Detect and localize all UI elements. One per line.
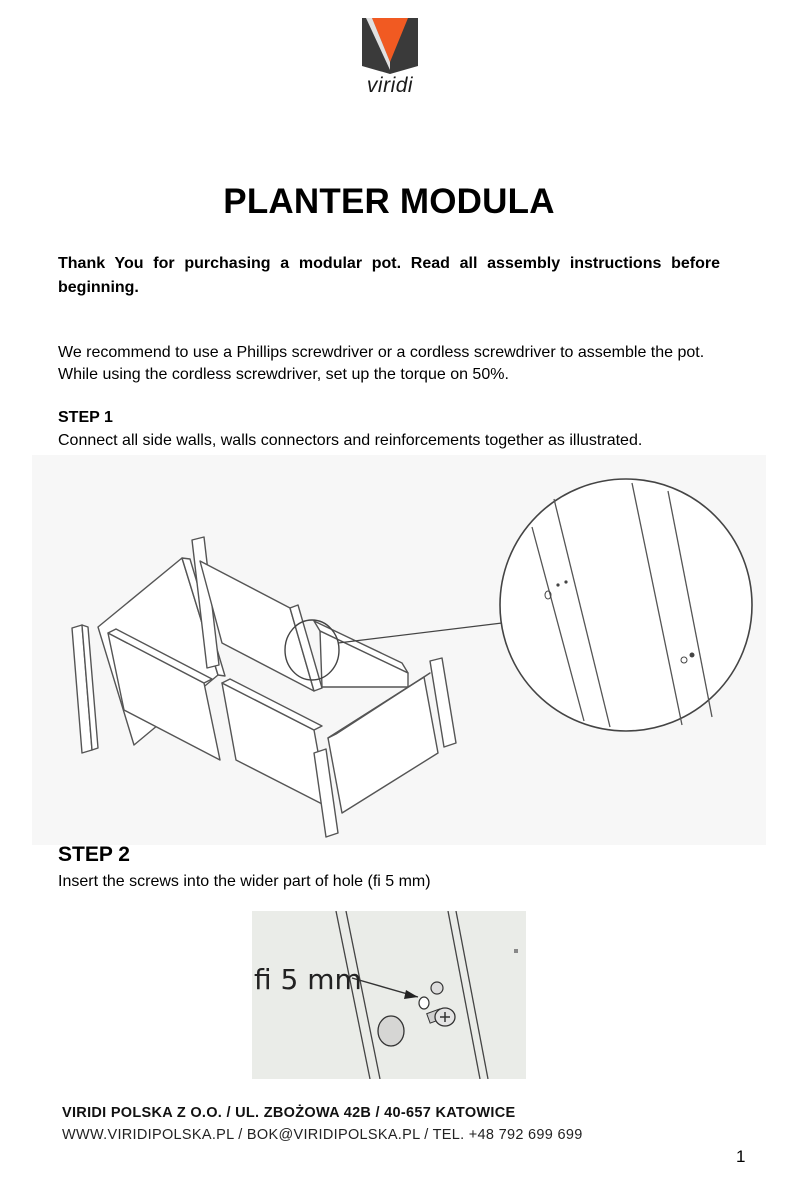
step2-screw-illustration: [252, 911, 526, 1079]
intro-paragraph: Thank You for purchasing a modular pot. Read all assembly instructions before beginning.: [58, 255, 720, 296]
footer-company: VIRIDI POLSKA Z O.O. / UL. ZBOŻOWA 42B / 40-657 KATOWICE: [62, 1105, 516, 1121]
figure-label-fi-5mm: fi 5 mm: [254, 963, 362, 996]
step1-assembly-illustration: [32, 455, 766, 845]
step1-heading: STEP 1: [58, 409, 113, 426]
step2-text: Insert the screws into the wider part of hole (fi 5 mm): [58, 873, 431, 890]
recommendation-line-2: While using the cordless screwdriver, set up the torque on 50%.: [58, 366, 509, 383]
step1-text: Connect all side walls, walls connectors and reinforcements together as illustrated.: [58, 432, 643, 449]
logo-wordmark: viridi: [366, 74, 414, 97]
page-number: 1: [736, 1147, 746, 1166]
footer-contact: WWW.VIRIDIPOLSKA.PL / BOK@VIRIDIPOLSKA.PL / TEL. +48 792 699 699: [62, 1127, 583, 1143]
page-title: PLANTER MODULA: [223, 182, 555, 221]
step2-heading: STEP 2: [58, 843, 130, 866]
recommendation-line-1: We recommend to use a Phillips screwdriver or a cordless screwdriver to assemble the pot.: [58, 344, 705, 361]
